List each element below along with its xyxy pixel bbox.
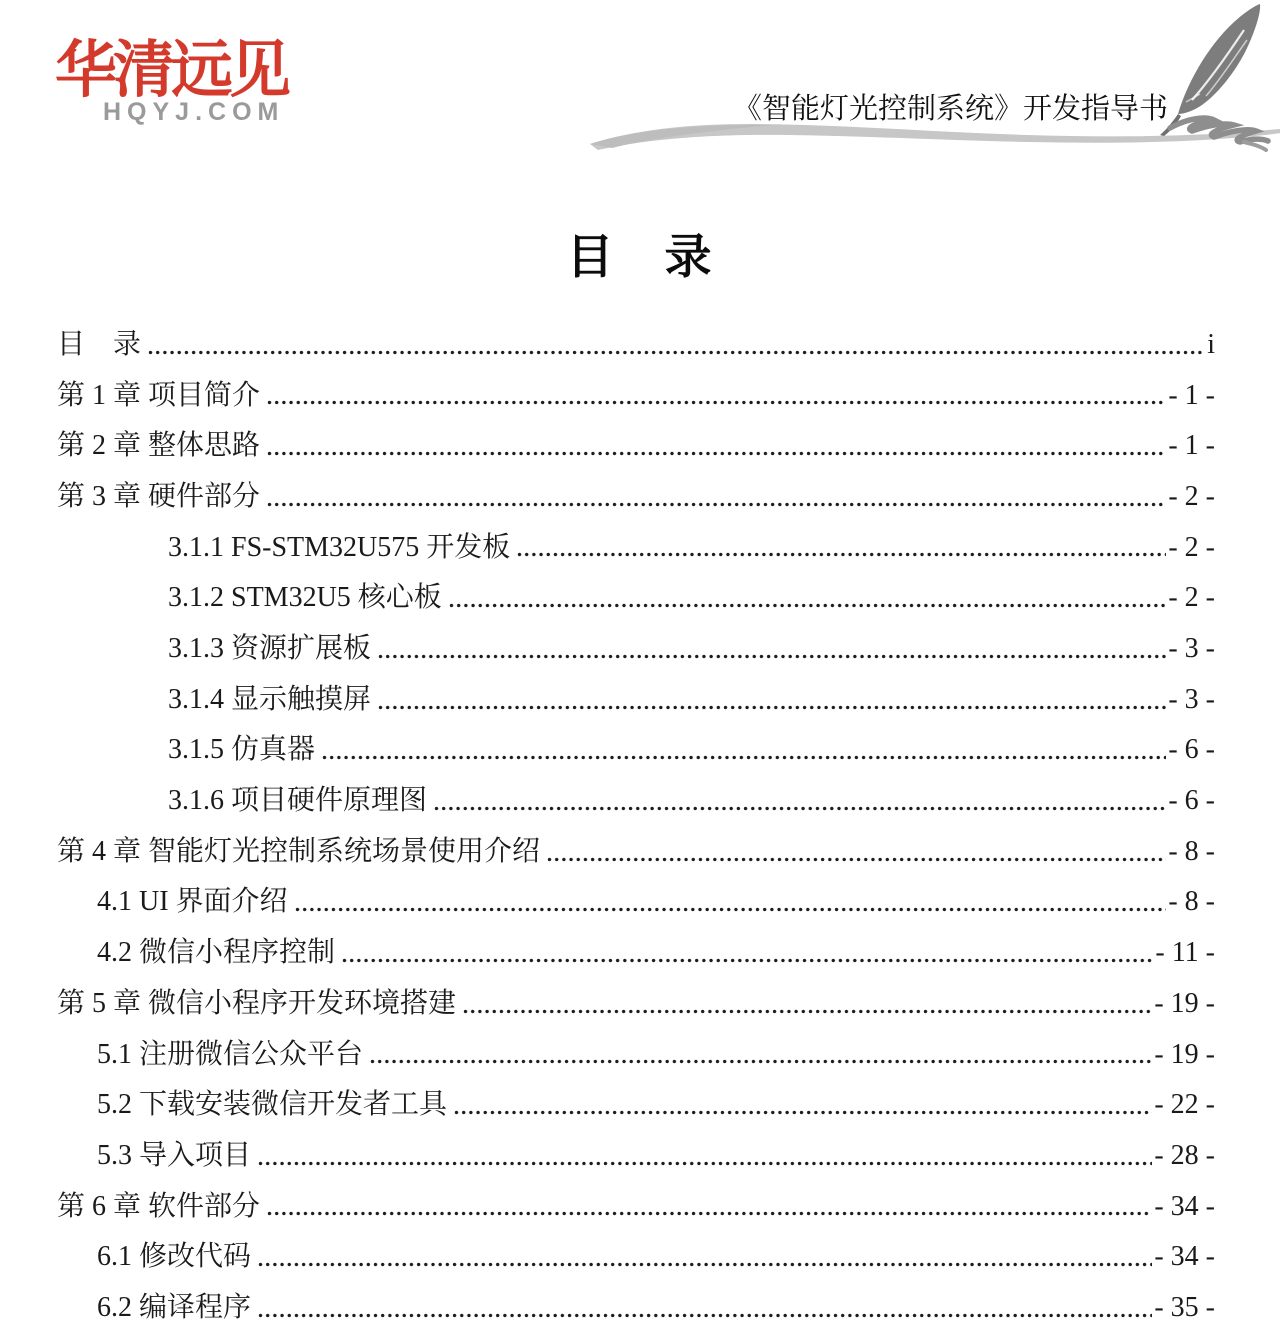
document-title: 《智能灯光控制系统》开发指导书 (733, 93, 1169, 125)
dot-leader (434, 806, 1166, 811)
toc-entry-label: 5.3 导入项目 (97, 1139, 252, 1171)
table-of-contents (0, 310, 1280, 1324)
toc-entry-4-1[interactable] (57, 868, 1215, 919)
toc-entry-page: - 6 - (1168, 734, 1215, 766)
dot-leader (322, 755, 1166, 760)
dot-leader (449, 603, 1167, 608)
toc-entry-page: - 2 - (1168, 531, 1215, 563)
toc-entry-4-2[interactable] (57, 918, 1215, 969)
toc-entry-label: 3.1.4 显示触摸屏 (168, 683, 372, 715)
toc-entry-3-1-5[interactable] (57, 716, 1215, 767)
toc-entry-label: 第 4 章 智能灯光控制系统场景使用介绍 (57, 835, 541, 867)
company-logo (55, 36, 288, 127)
toc-entry-3-1-4[interactable] (57, 665, 1215, 716)
toc-entry-page: - 34 - (1154, 1190, 1215, 1222)
page-header (0, 0, 1280, 185)
toc-entry-3-1-1[interactable] (57, 513, 1215, 564)
toc-entry-label: 第 5 章 微信小程序开发环境搭建 (57, 987, 457, 1019)
quill-pen-icon (1148, 2, 1276, 152)
dot-leader (370, 1059, 1152, 1064)
toc-entry-label: 3.1.1 FS-STM32U575 开发板 (168, 531, 511, 563)
dot-leader (454, 1110, 1152, 1115)
toc-entry-3-1-2[interactable] (57, 563, 1215, 614)
dot-leader (267, 502, 1166, 507)
toc-entry-page: - 3 - (1168, 683, 1215, 715)
toc-entry-chapter-6[interactable] (57, 1172, 1215, 1223)
toc-entry-page: - 3 - (1168, 633, 1215, 665)
toc-entry-label: 5.1 注册微信公众平台 (97, 1038, 364, 1070)
dot-leader (378, 654, 1166, 659)
dot-leader (547, 857, 1166, 862)
dot-leader (258, 1262, 1152, 1267)
toc-entry-label: 6.2 编译程序 (97, 1291, 252, 1323)
dot-leader (258, 1161, 1152, 1166)
toc-entry-page: i (1207, 328, 1215, 360)
dot-leader (295, 907, 1167, 912)
toc-entry-page: - 11 - (1155, 937, 1215, 969)
dot-leader (267, 400, 1166, 405)
dot-leader (517, 552, 1166, 557)
toc-entry-page: - 19 - (1154, 1038, 1215, 1070)
toc-entry-page: - 34 - (1154, 1241, 1215, 1273)
toc-entry-5-1[interactable] (57, 1020, 1215, 1071)
dot-leader (148, 350, 1205, 355)
company-logo-domain: HQYJ.COM (103, 98, 285, 126)
dot-leader (258, 1313, 1152, 1318)
toc-entry-page: - 2 - (1168, 582, 1215, 614)
dot-leader (378, 705, 1166, 710)
toc-entry-label: 第 2 章 整体思路 (57, 430, 261, 462)
toc-entry-3-1-3[interactable] (57, 614, 1215, 665)
toc-entry-6-1[interactable] (57, 1222, 1215, 1273)
toc-entry-label: 3.1.3 资源扩展板 (168, 633, 372, 665)
toc-entry-page: - 6 - (1168, 785, 1215, 817)
toc-entry-label: 6.1 修改代码 (97, 1241, 252, 1273)
toc-entry-contents[interactable] (57, 310, 1215, 361)
toc-entry-3-1-6[interactable] (57, 766, 1215, 817)
toc-entry-chapter-5[interactable] (57, 969, 1215, 1020)
dot-leader (267, 451, 1166, 456)
toc-entry-label: 4.2 微信小程序控制 (97, 937, 336, 969)
toc-entry-label: 3.1.6 项目硬件原理图 (168, 785, 428, 817)
toc-entry-5-2[interactable] (57, 1070, 1215, 1121)
toc-entry-chapter-4[interactable] (57, 817, 1215, 868)
toc-entry-6-2[interactable] (57, 1273, 1215, 1324)
toc-entry-page: - 8 - (1168, 886, 1215, 918)
toc-entry-page: - 35 - (1154, 1291, 1215, 1323)
toc-entry-chapter-2[interactable] (57, 411, 1215, 462)
dot-leader (463, 1009, 1152, 1014)
toc-entry-label: 3.1.5 仿真器 (168, 734, 316, 766)
toc-entry-page: - 19 - (1154, 987, 1215, 1019)
page-title: 目 录 (566, 232, 714, 284)
toc-entry-label: 第 6 章 软件部分 (57, 1190, 261, 1222)
toc-entry-label: 3.1.2 STM32U5 核心板 (168, 582, 442, 614)
toc-entry-label: 目 录 (57, 328, 142, 360)
toc-entry-chapter-1[interactable] (57, 361, 1215, 412)
dot-leader (342, 958, 1153, 963)
toc-entry-chapter-3[interactable] (57, 462, 1215, 513)
toc-entry-page: - 22 - (1154, 1089, 1215, 1121)
toc-entry-label: 第 1 章 项目简介 (57, 379, 261, 411)
dot-leader (267, 1211, 1152, 1216)
toc-entry-label: 第 3 章 硬件部分 (57, 480, 261, 512)
company-logo-text: 华清远见 (55, 36, 288, 105)
toc-entry-page: - 28 - (1154, 1139, 1215, 1171)
toc-entry-5-3[interactable] (57, 1121, 1215, 1172)
toc-entry-page: - 2 - (1168, 480, 1215, 512)
toc-entry-label: 5.2 下载安装微信开发者工具 (97, 1089, 448, 1121)
toc-entry-page: - 8 - (1168, 835, 1215, 867)
toc-entry-label: 4.1 UI 界面介绍 (97, 886, 288, 918)
toc-entry-page: - 1 - (1168, 379, 1215, 411)
toc-entry-page: - 1 - (1168, 430, 1215, 462)
